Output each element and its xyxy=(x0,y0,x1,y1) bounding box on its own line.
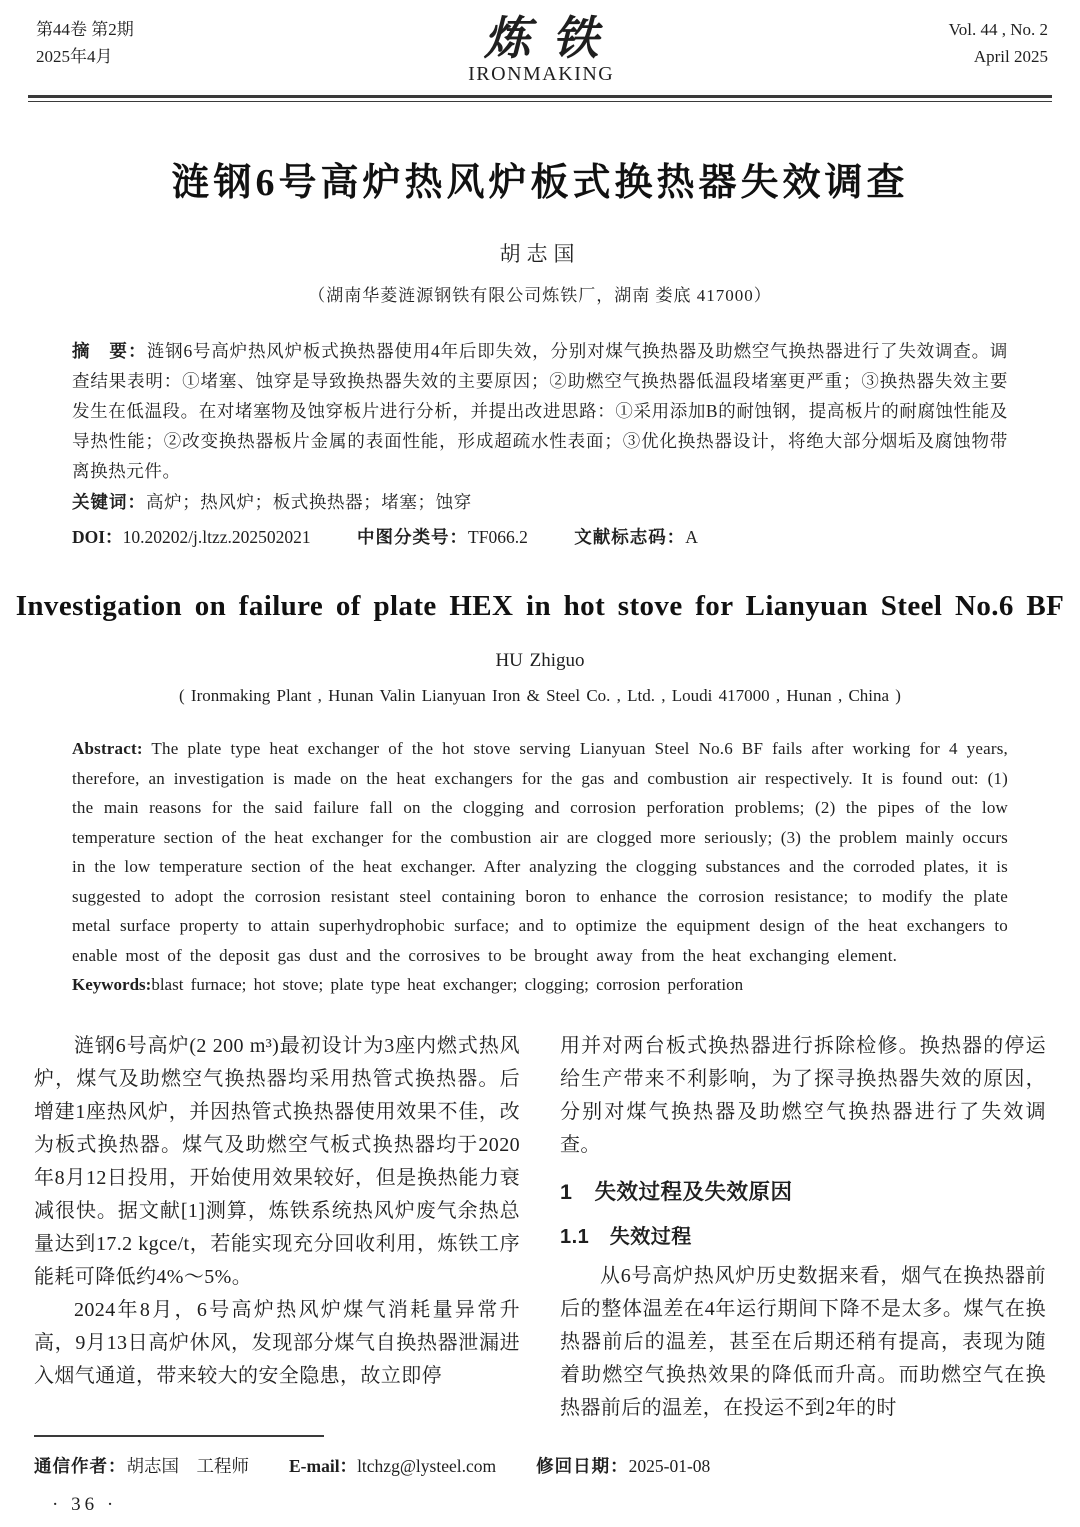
page-number: · 36 · xyxy=(52,1493,118,1515)
abstract-block-cn xyxy=(72,336,1008,552)
section-heading-1-1: 1.1 失效过程 xyxy=(560,1225,692,1248)
abstract-label-en: Abstract: xyxy=(72,739,143,758)
body-paragraph: 从6号高炉热风炉历史数据来看，烟气在换热器前后的整体温差在4年运行期间下降不是太多。煤气在换热器前后的温差，甚至在后期还稍有提高，表现为随着助燃空气换热效果的降低而升高。而助燃空气在换热器前后的温差，在投运不到2年的时 xyxy=(560,1264,1046,1419)
keywords-label-cn: 关键词： xyxy=(72,492,146,512)
journal-logo xyxy=(462,13,621,86)
corresponding-author-segment xyxy=(34,1453,249,1478)
doc-code-label: 文献标志码： xyxy=(574,527,686,547)
journal-logo-en: IRONMAKING xyxy=(468,63,615,85)
clc-segment xyxy=(357,527,528,547)
article-title-en: Investigation on failure of plate HEX in hot stove for Lianyuan Steel No.6 BF xyxy=(15,590,1065,622)
clc-value: TF066.2 xyxy=(468,527,528,547)
body-paragraph-continuation: 用并对两台板式换热器进行拆除检修。换热器的停运给生产带来不利影响，为了探寻换热器失效的原因，分别对煤气换热器及助燃空气换热器进行了失效调查。 xyxy=(560,1034,1046,1156)
footnote-line xyxy=(0,1453,1080,1478)
doc-code-value: A xyxy=(685,527,698,547)
corresponding-author-value: 胡志国 工程师 xyxy=(126,1455,249,1476)
abstract-text-en: The plate type heat exchanger of the hot stove serving Lianyuan Steel No.6 BF fails after working for 4 years, therefore, an investigation is made on the heat exchangers for the gas and combustion air respectively. It is found out: (1) the main reasons for the said failure fall on the clogging and corrosion perforation problems; (2) the pipes of the low temperature section of the heat exchanger for the combustion air are clogged more seriously; (3) the problem mainly occurs in the low temperature section of the heat exchanger. After analyzing the clogging substances and the corroded plates, it is suggested to adopt the corrosion resistant steel containing boron to enhance the corrosion resistance; to modify the plate metal surface property to attain superhydrophobic surface; and to optimize the equipment design of the heat exchangers to enable most of the deposit gas dust and the corrosives to be brought away from the heat exchanging element. xyxy=(72,739,1008,965)
revised-date-value: 2025-01-08 xyxy=(628,1455,711,1476)
body-paragraph: 2024年8月，6号高炉热风炉煤气消耗量异常升高，9月13日高炉休风，发现部分煤气自换热器泄漏进入烟气通道，带来较大的安全隐患，故立即停 xyxy=(34,1298,520,1387)
doi-segment xyxy=(72,527,311,547)
section-heading-1: 1 失效过程及失效原因 xyxy=(560,1179,793,1204)
journal-issue-cn xyxy=(36,16,134,70)
doi-line xyxy=(72,522,1008,552)
corresponding-author-label: 通信作者： xyxy=(34,1455,127,1476)
email-segment xyxy=(289,1453,496,1478)
keywords-label-en: Keywords: xyxy=(72,975,152,994)
abstract-text-cn: 涟钢6号高炉热风炉板式换热器使用4年后即失效，分别对煤气换热器及助燃空气换热器进行了失效调查。调查结果表明：①堵塞、蚀穿是导致换热器失效的主要原因；②助燃空气换热器低温段堵塞更严重；③换热器失效主要发生在低温段。在对堵塞物及蚀穿板片进行分析，并提出改进思路：①采用添加B的耐蚀钢，提高板片的耐腐蚀性能及导热性能；②改变换热器板片金属的表面性能，形成超疏水性表面；③优化换热器设计，将绝大部分烟垢及腐蚀物带离换热元件。 xyxy=(72,341,1009,481)
volume-issue-en: Vol. 44 , No. 2 xyxy=(948,20,1048,39)
doi-value: 10.20202/j.ltzz.202502021 xyxy=(122,527,311,547)
email-value: ltchzg@lysteel.com xyxy=(357,1455,497,1476)
journal-logo-cn: 炼铁 xyxy=(484,13,621,64)
body-columns xyxy=(0,1030,1080,1425)
journal-header xyxy=(0,0,1080,86)
doi-label: DOI： xyxy=(72,527,123,547)
author-en: HU Zhiguo xyxy=(495,650,585,671)
article-title-cn: 涟钢6号高炉热风炉板式换热器失效调查 xyxy=(171,162,909,204)
body-column-left xyxy=(34,1030,520,1425)
volume-issue-cn: 第44卷 第2期 xyxy=(36,20,134,39)
email-label: E-mail： xyxy=(289,1455,358,1476)
keywords-line-cn xyxy=(72,487,1008,517)
keywords-line-en xyxy=(72,970,1008,1000)
body-paragraph: 涟钢6号高炉(2 200 m³)最初设计为3座内燃式热风炉，煤气及助燃空气换热器均采用热管式换热器。后增建1座热风炉，并因热管式换热器使用效果不佳，改为板式换热器。煤气及助燃空气板式换热器均于2020年8月12日投用，开始使用效果较好，但是换热能力衰减很快。据文献[1]测算，炼铁系统热风炉废气余热总量达到17.2 kgce/t，若能实现充分回收利用，炼铁工序能耗可降低约4%～5%。 xyxy=(34,1034,520,1288)
journal-issue-en xyxy=(949,16,1048,70)
abstract-en xyxy=(72,734,1008,970)
clc-label: 中图分类号： xyxy=(357,527,469,547)
author-cn: 胡志国 xyxy=(499,242,581,266)
affiliation-cn: （湖南华菱涟源钢铁有限公司炼铁厂，湖南 娄底 417000） xyxy=(308,286,772,305)
revised-date-label: 修回日期： xyxy=(536,1455,629,1476)
keywords-text-en: blast furnace; hot stove; plate type heat exchanger; clogging; corrosion perforation xyxy=(151,975,744,994)
abstract-label-cn: 摘 要： xyxy=(72,341,147,361)
header-double-rule xyxy=(28,95,1052,102)
footnote-rule xyxy=(34,1435,324,1437)
abstract-cn xyxy=(72,336,1008,486)
doc-code-segment xyxy=(574,527,698,547)
revised-date-segment xyxy=(536,1453,710,1478)
body-column-right xyxy=(560,1030,1046,1425)
keywords-text-cn: 高炉；热风炉；板式换热器；堵塞；蚀穿 xyxy=(146,492,472,512)
affiliation-en: ( Ironmaking Plant , Hunan Valin Lianyuan Iron & Steel Co. , Ltd. , Loudi 417000 , Hunan , China ) xyxy=(179,686,901,705)
date-cn: 2025年4月 xyxy=(36,47,113,66)
date-en: April 2025 xyxy=(973,47,1048,66)
